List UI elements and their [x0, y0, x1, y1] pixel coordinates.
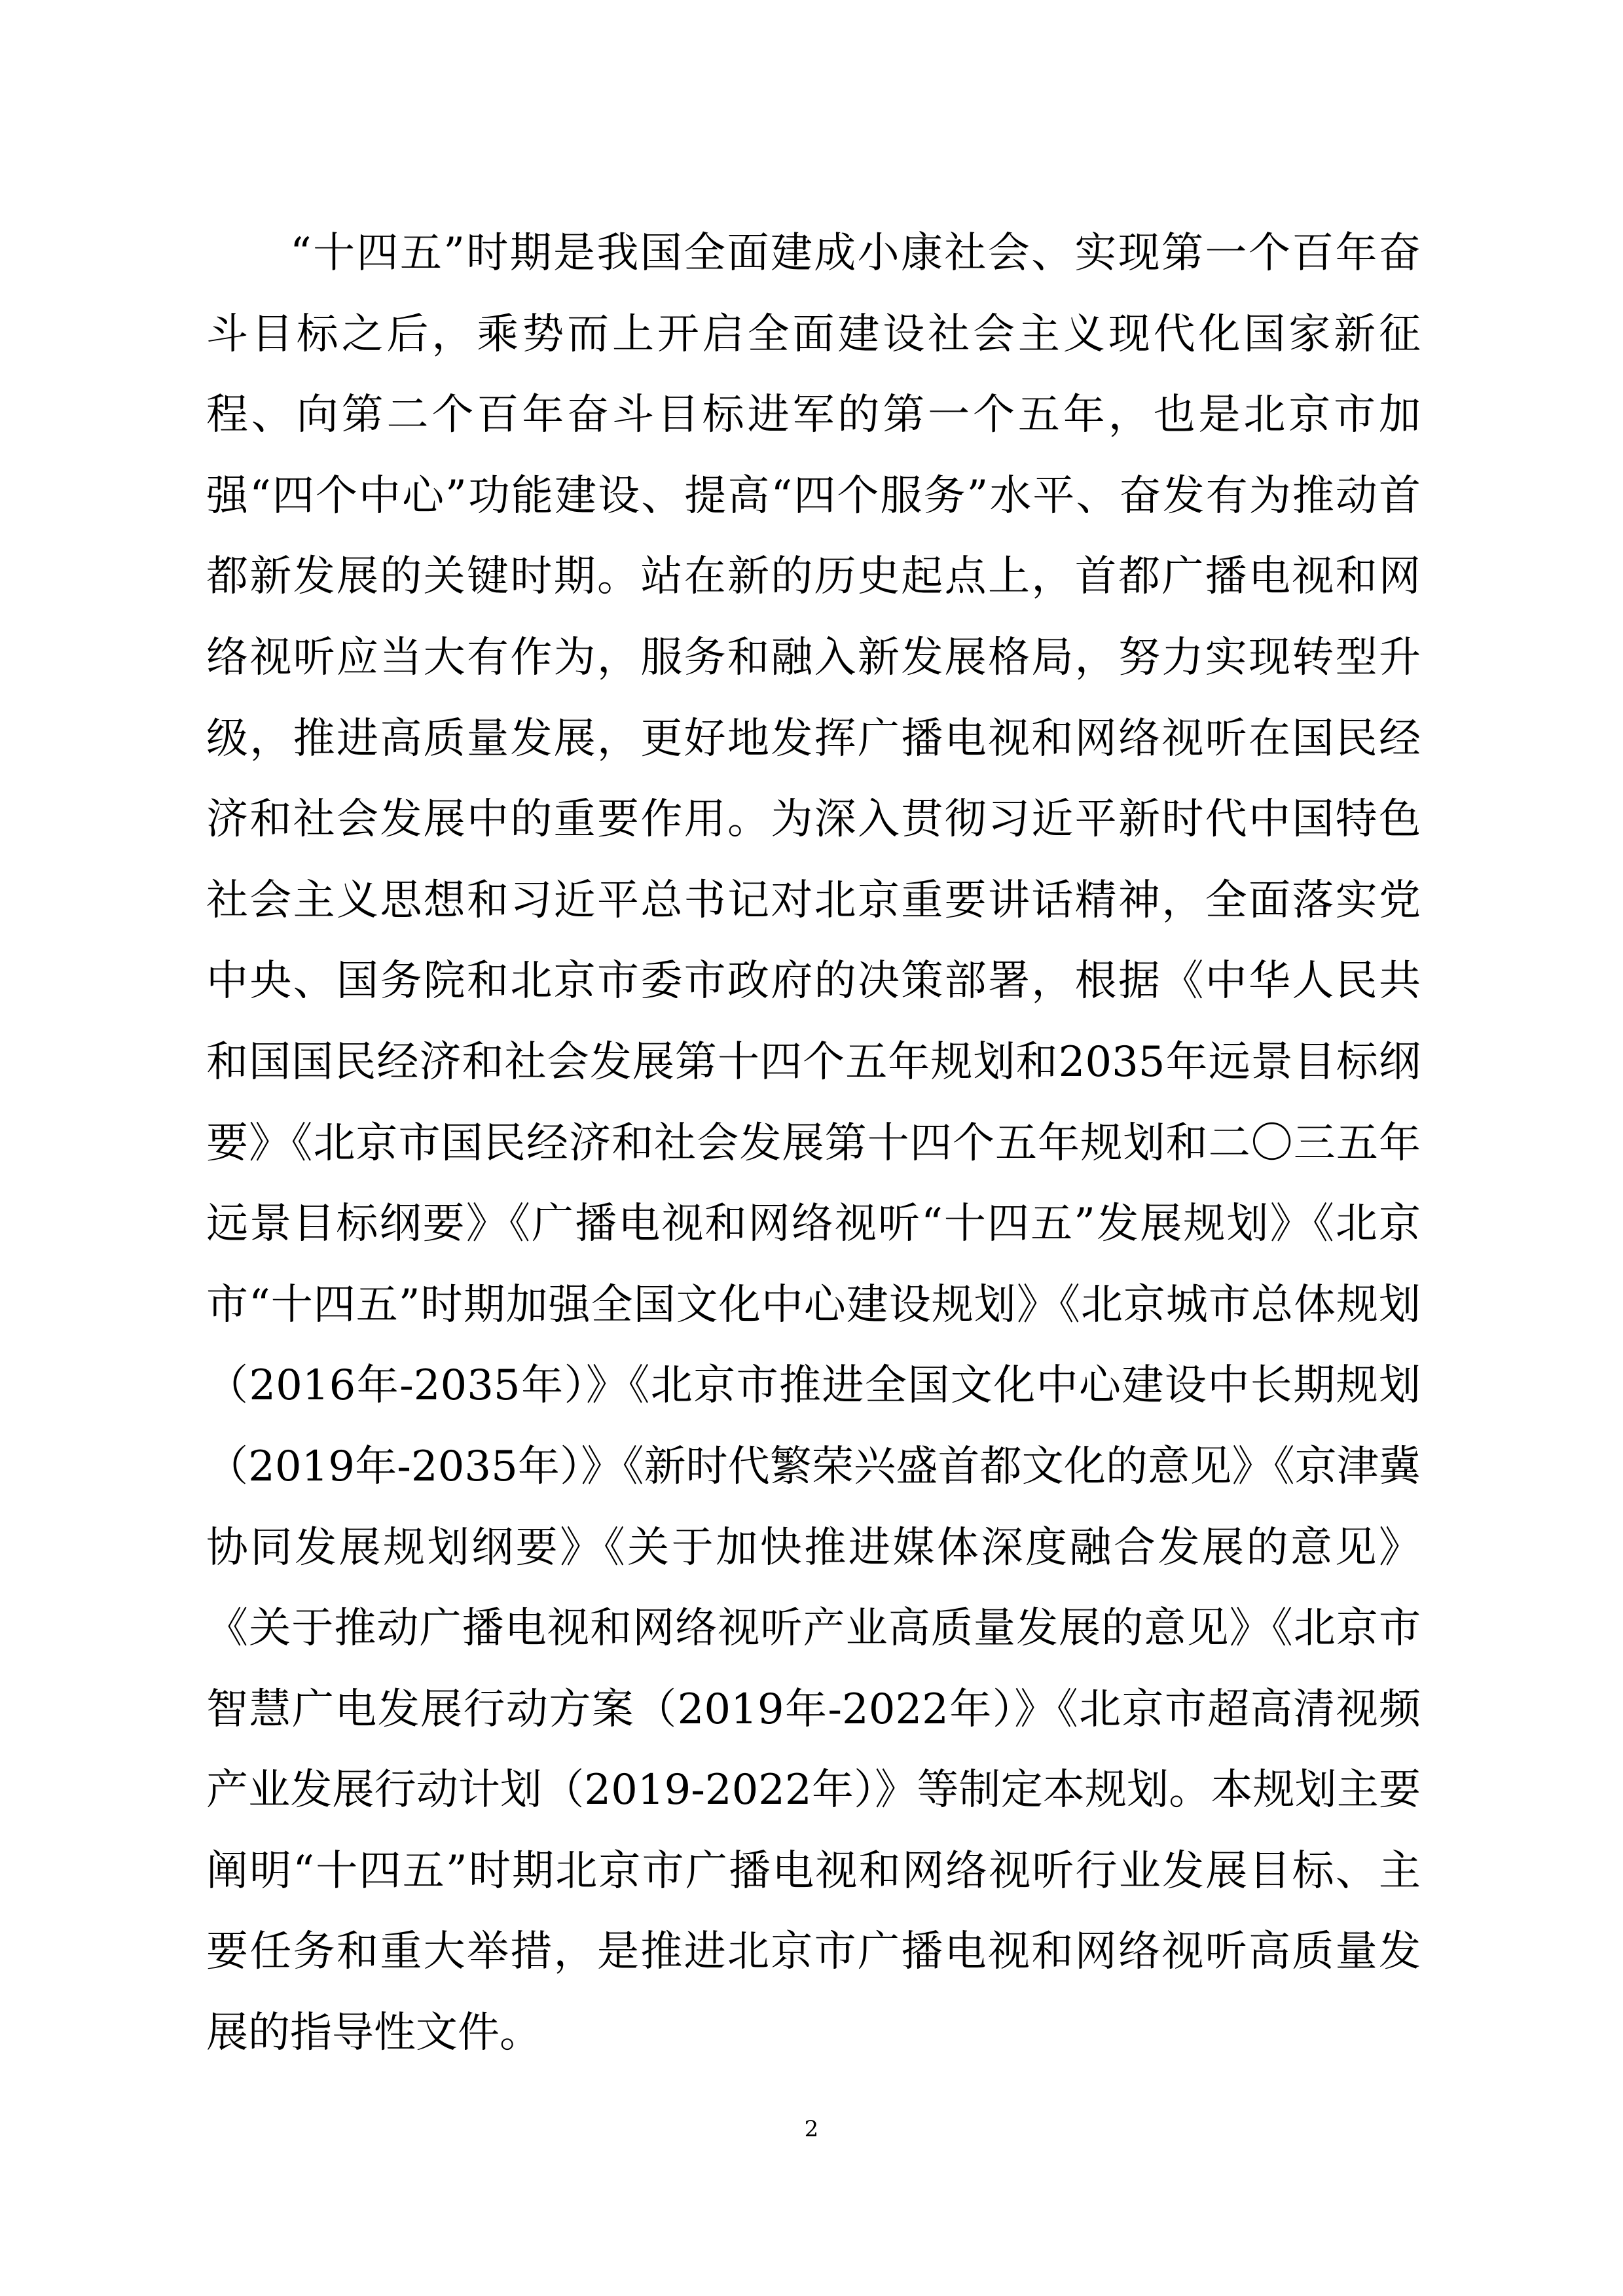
body-paragraph: “十四五”时期是我国全面建成小康社会、实现第一个百年奋斗目标之后，乘势而上开启全面建设社会主义现代化国家新征程、向第二个百年奋斗目标进军的第一个五年，也是北京市加强“四个中心”功能建设、提高“四个服务”水平、奋发有为推动首都新发展的关键时期。站在新的历史起点上，首都广播电视和网络视听应当大有作为，服务和融入新发展格局，努力实现转型升级，推进高质量发展，更好地发挥广播电视和网络视听在国民经济和社会发展中的重要作用。为深入贯彻习近平新时代中国特色社会主义思想和习近平总书记对北京重要讲话精神，全面落实党中央、国务院和北京市委市政府的决策部署，根据《中华人民共和国国民经济和社会发展第十四个五年规划和2035年远景目标纲要》《北京市国民经济和社会发展第十四个五年规划和二〇三五年远景目标纲要》《广播电视和网络视听“十四五”发展规划》《北京市“十四五”时期加强全国文化中心建设规划》《北京城市总体规划（2016年-2035年）》《北京市推进全国文化中心建设中长期规划（2019年-2035年）》《新时代繁荣兴盛首都文化的意见》《京津冀协同发展规划纲要》《关于加快推进媒体深度融合发展的意见》《关于推动广播电视和网络视听产业高质量发展的意见》《北京市智慧广电发展行动方案（2019年-2022年）》《北京市超高清视频产业发展行动计划（2019-2022年）》等制定本规划。本规划主要阐明“十四五”时期北京市广播电视和网络视听行业发展目标、主要任务和重大举措，是推进北京市广播电视和网络视听高质量发展的指导性文件。: [206, 229, 1421, 2058]
page-number: 2: [804, 2116, 819, 2142]
